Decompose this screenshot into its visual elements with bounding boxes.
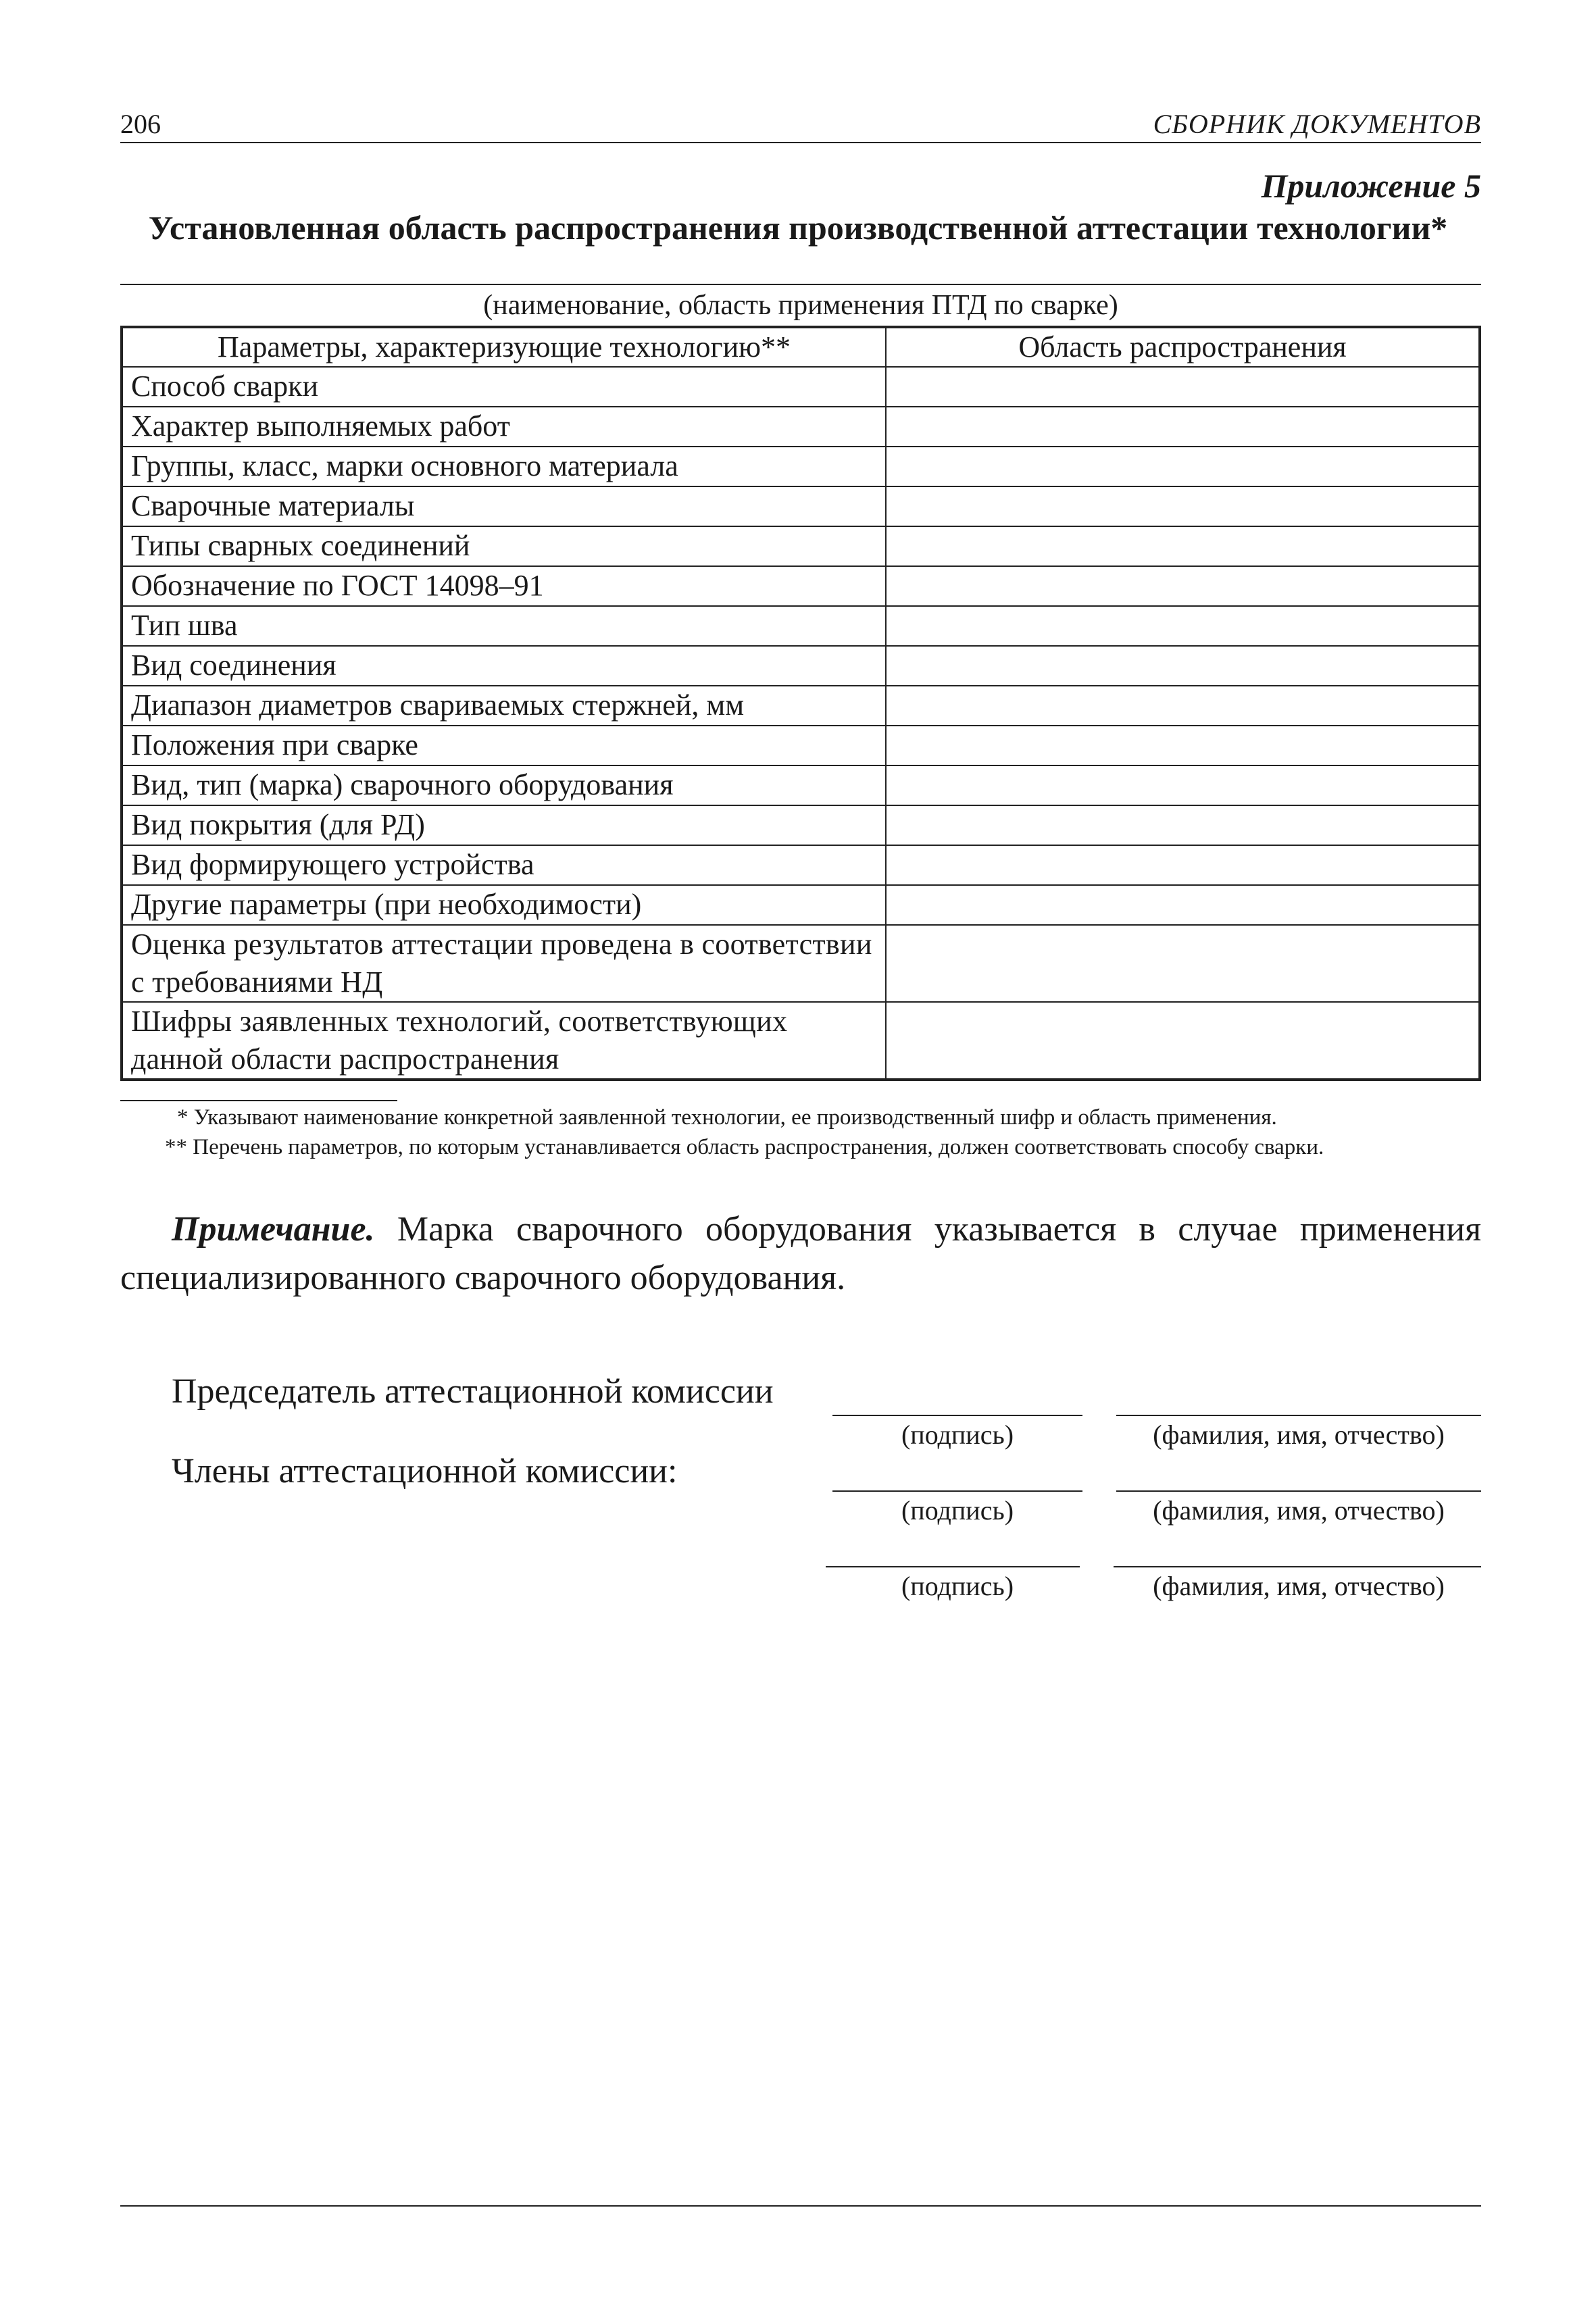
param-label: Сварочные материалы bbox=[122, 486, 886, 526]
param-label: Вид соединения bbox=[122, 646, 886, 686]
chairman-signature-line[interactable] bbox=[832, 1415, 1082, 1416]
table-row bbox=[122, 805, 1480, 845]
table-row bbox=[122, 566, 1480, 606]
member-1-name-line[interactable] bbox=[1116, 1490, 1481, 1492]
scope-cell[interactable] bbox=[886, 805, 1480, 845]
scope-cell[interactable] bbox=[886, 686, 1480, 726]
table-row bbox=[122, 526, 1480, 566]
param-label: Характер выполняемых работ bbox=[122, 407, 886, 447]
param-label: Вид формирующего устройства bbox=[122, 845, 886, 885]
signature-caption: (подпись) bbox=[901, 1571, 1014, 1601]
header-rule bbox=[120, 142, 1481, 143]
scope-cell[interactable] bbox=[886, 925, 1480, 1002]
scope-cell[interactable] bbox=[886, 765, 1480, 805]
scope-cell[interactable] bbox=[886, 885, 1480, 925]
note-text: Марка сварочного оборудования указывается в случае применения специализированного сварочного оборудования. bbox=[120, 1210, 1481, 1297]
name-fill-line[interactable] bbox=[120, 284, 1481, 285]
scope-cell[interactable] bbox=[886, 367, 1480, 407]
table-row bbox=[122, 646, 1480, 686]
param-label: Вид, тип (марка) сварочного оборудования bbox=[122, 765, 886, 805]
name-caption: (фамилия, имя, отчество) bbox=[1153, 1495, 1445, 1526]
table-row bbox=[122, 367, 1480, 407]
member-2-name-line[interactable] bbox=[1114, 1566, 1481, 1567]
header-scope: Область распространения bbox=[886, 327, 1480, 367]
table-header-row bbox=[122, 327, 1480, 367]
scope-cell[interactable] bbox=[886, 646, 1480, 686]
scope-cell[interactable] bbox=[886, 566, 1480, 606]
table-row bbox=[122, 765, 1480, 805]
appendix-label: Приложение 5 bbox=[1261, 167, 1481, 205]
param-label: Тип шва bbox=[122, 606, 886, 646]
scope-cell[interactable] bbox=[886, 447, 1480, 486]
table-row bbox=[122, 447, 1480, 486]
param-label: Диапазон диаметров свариваемых стержней, мм bbox=[122, 686, 886, 726]
signature-caption: (подпись) bbox=[901, 1495, 1014, 1526]
param-label: Обозначение по ГОСТ 14098–91 bbox=[122, 566, 886, 606]
scope-cell[interactable] bbox=[886, 845, 1480, 885]
chairman-name-line[interactable] bbox=[1116, 1415, 1481, 1416]
param-label: Группы, класс, марки основного материала bbox=[122, 447, 886, 486]
table-row bbox=[122, 1002, 1480, 1080]
member-1-signature-line[interactable] bbox=[832, 1490, 1082, 1492]
running-head: СБОРНИК ДОКУМЕНТОВ bbox=[1153, 109, 1481, 139]
page-number: 206 bbox=[120, 109, 161, 139]
members-label: Члены аттестационной комиссии: bbox=[172, 1452, 678, 1490]
table-row bbox=[122, 686, 1480, 726]
param-label: Способ сварки bbox=[122, 367, 886, 407]
chairman-label: Председатель аттестационной комиссии bbox=[172, 1372, 774, 1411]
footnote-rule bbox=[120, 1100, 397, 1101]
scope-cell[interactable] bbox=[886, 526, 1480, 566]
name-caption: (фамилия, имя, отчество) bbox=[1153, 1419, 1445, 1450]
param-label: Положения при сварке bbox=[122, 726, 886, 765]
param-label: Оценка результатов аттестации проведена в соответствии с требованиями НД bbox=[122, 925, 886, 1002]
param-label: Шифры заявленных технологий, соответствующих данной области распространения bbox=[122, 1002, 886, 1080]
page-title: Установленная область распространения производственной аттестации технологии* bbox=[148, 209, 1448, 247]
table-row bbox=[122, 407, 1480, 447]
name-caption: (фамилия, имя, отчество) bbox=[1153, 1571, 1445, 1601]
header-parameters: Параметры, характеризующие технологию** bbox=[122, 327, 886, 367]
note-label: Примечание. bbox=[172, 1210, 375, 1249]
table-row bbox=[122, 606, 1480, 646]
param-label: Типы сварных соединений bbox=[122, 526, 886, 566]
table-row bbox=[122, 726, 1480, 765]
param-label: Другие параметры (при необходимости) bbox=[122, 885, 886, 925]
scope-cell[interactable] bbox=[886, 1002, 1480, 1080]
name-caption: (наименование, область применения ПТД по сварке) bbox=[483, 290, 1118, 321]
member-2-signature-line[interactable] bbox=[826, 1566, 1080, 1567]
table-row bbox=[122, 885, 1480, 925]
scope-cell[interactable] bbox=[886, 407, 1480, 447]
signature-caption: (подпись) bbox=[901, 1419, 1014, 1450]
footnote-2: ** Перечень параметров, по которым устанавливается область распространения, должен соответствовать способу сварки. bbox=[165, 1135, 1324, 1159]
parameters-table bbox=[120, 326, 1481, 1081]
table-row bbox=[122, 845, 1480, 885]
table-row bbox=[122, 486, 1480, 526]
scope-cell[interactable] bbox=[886, 606, 1480, 646]
footer-rule bbox=[120, 2205, 1481, 2207]
scope-cell[interactable] bbox=[886, 726, 1480, 765]
note-paragraph bbox=[120, 1205, 1481, 1303]
table-row bbox=[122, 925, 1480, 1002]
scope-cell[interactable] bbox=[886, 486, 1480, 526]
param-label: Вид покрытия (для РД) bbox=[122, 805, 886, 845]
footnote-1: * Указывают наименование конкретной заявленной технологии, ее производственный шифр и область применения. bbox=[177, 1105, 1277, 1130]
